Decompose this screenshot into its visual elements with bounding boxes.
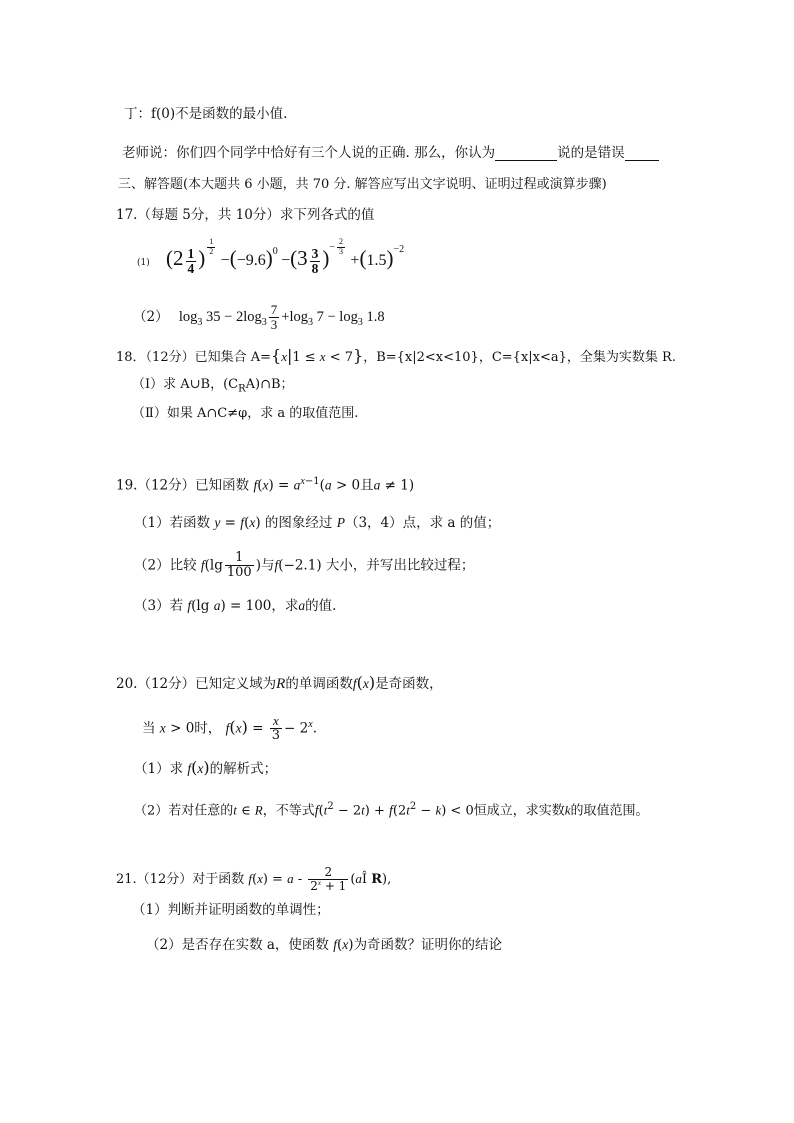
question-20: 20.（12分）已知定义域为R的单调函数f(x)是奇函数，	[116, 673, 443, 692]
question-17: 17.（每题 5分，共 10分）求下列各式的值	[116, 207, 375, 223]
teacher-statement	[122, 145, 659, 161]
q20-part2: （2）若对任意的t ∈ R，不等式$f(t^2 - 2t) + f(2t^2 - k) < 0$恒成立，求实数k的取值范围。	[134, 801, 649, 819]
q19-head: 19.（12分）已知函数	[116, 477, 250, 494]
q21-part1: （1）判断并证明函数的单调性；	[132, 902, 330, 918]
q17-part2	[133, 303, 385, 333]
q19-part1-text-c: （3，4）点，求 a 的值；	[344, 515, 501, 531]
q19-part1-text: （1）若函数	[134, 515, 211, 531]
q20-head-c: 是奇函数，	[375, 676, 443, 692]
question-18: 18．（12分）已知集合 A={x|1 ≤ x < 7}，B={x|2<x<10}，C={x|x<a}，全集为实数集 R.	[116, 346, 676, 365]
q17-part1-expression: (2 $\frac{1}{4}$ ) $^{\frac{1}{2}}$ $-(-9.6)^0 -(3$ $\frac{3}{8}$ )$^{- \frac{2}{3}}$ $+(1.5)^{-2}$	[166, 236, 405, 277]
teacher-text: 老师说：你们四个同学中恰好有三个人说的正确. 那么，你认为	[122, 145, 496, 161]
q18-part1: （Ⅰ）求 A∪B，$(C_RA)\cap B$；	[132, 377, 294, 395]
q20-part1-text: （1）求	[134, 761, 184, 777]
q21-part2-text: （2）是否存在实数 a，使函数	[146, 937, 329, 953]
q20-part2-text-c: 恒成立，求实数	[473, 803, 565, 819]
q19-part2: （2）比较 f(lg $\frac{1}{100}$ )与f(−2.1) 大小，并写出比较过程；	[134, 550, 475, 581]
section-3-heading: 三、解答题(本大题共 6 小题，共 70 分. 解答应写出文字说明、证明过程或演算步骤)	[118, 177, 607, 192]
q19-part1: （1）若函数 y = f(x) 的图象经过 P（3，4）点，求 a 的值；	[134, 515, 501, 531]
q20-part2-text: （2）若对任意的	[134, 803, 234, 819]
q20-head: 20.（12分）已知定义域为	[116, 676, 277, 692]
q19-part1-text-b: 的图象经过	[264, 515, 333, 531]
q19-part3-text-b: ，求	[271, 598, 299, 614]
q18-sets: ，B={x|2<x<10}，C={x|x<a}，全集为实数集 R.	[363, 350, 676, 365]
q18-head: 18．（12分）已知集合 A=	[116, 350, 271, 365]
q18-part1-text-b: A)∩B；	[245, 377, 294, 392]
q18-part1-text: （Ⅰ）求 A∪B，(C	[132, 377, 239, 392]
q20-part2-text-b: ，不等式	[262, 803, 315, 819]
teacher-text-mid: 说的是错误	[557, 145, 625, 161]
q17-part2-expression: $\log_3 35 - 2\log_3$ $\frac{7}{3}$ $+\log_3$ $7 - \log_3 1.8$	[178, 302, 385, 333]
q20-when: 当	[142, 720, 156, 737]
q19-part2-text-b: 与	[261, 557, 275, 574]
q19-part3-text-c: 的值.	[305, 598, 337, 614]
q20-part1-text-b: 的解析式；	[209, 761, 278, 777]
question-19: 19.（12分）已知函数 $f(x) = a^{x-1}(a > 0$且a ≠ 1)	[116, 476, 415, 494]
q19-part3: （3）若 f(lg a) = 100，求a的值.	[134, 598, 337, 614]
q21-head: 21.（12分）对于函数	[116, 872, 245, 888]
q20-part1: （1）求 f(x)的解析式；	[134, 758, 278, 777]
answer-blank-1[interactable]	[495, 146, 557, 161]
q17-part1-label: (1)	[137, 258, 150, 268]
q19-part3-text: （3）若	[134, 598, 184, 614]
answer-blank-2[interactable]	[625, 146, 659, 161]
question-21: 21.（12分）对于函数 f(x) = a - $\frac{2}{2^x + 1}$ (aÎ R),	[116, 865, 392, 894]
q19-part2-text-c: 大小，并写出比较过程；	[325, 557, 475, 574]
q21-part2-text-b: 为奇函数？证明你的结论	[353, 937, 503, 953]
q17-part1	[137, 236, 405, 277]
q17-part2-label: （2）	[133, 309, 169, 326]
q21-part2: （2）是否存在实数 a，使函数 f(x)为奇函数？证明你的结论	[146, 937, 503, 953]
q20-condition: 当 x > 0时， f(x) = $\frac{x}{3}$ − $2^x$.	[142, 713, 317, 744]
q20-head-b: 的单调函数	[285, 676, 353, 692]
statement-ding: 丁：f(0)不是函数的最小值.	[124, 106, 288, 122]
q20-part2-text-d: 的取值范围。	[570, 803, 649, 819]
q18-part2: （Ⅱ）如果 A∩C≠φ，求 a 的取值范围.	[132, 406, 359, 421]
q20-when-b: 时，	[194, 720, 222, 737]
q19-part2-text: （2）比较	[134, 557, 197, 574]
